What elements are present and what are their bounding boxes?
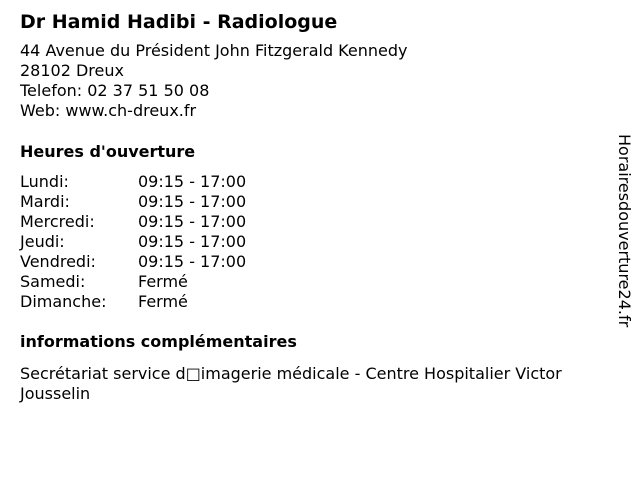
hours-row-saturday bbox=[20, 272, 610, 292]
phone-line: Telefon: 02 37 51 50 08 bbox=[20, 81, 210, 100]
site-watermark: Horairesdouverture24.fr bbox=[615, 134, 634, 328]
day-label: Vendredi: bbox=[20, 252, 96, 271]
day-label: Mercredi: bbox=[20, 212, 95, 231]
hours-list bbox=[20, 172, 610, 312]
day-label: Dimanche: bbox=[20, 292, 107, 311]
hours-row-monday bbox=[20, 172, 610, 192]
time-value: Fermé bbox=[138, 272, 188, 291]
time-value: 09:15 - 17:00 bbox=[138, 172, 247, 191]
day-label: Samedi: bbox=[20, 272, 86, 291]
day-label: Mardi: bbox=[20, 192, 70, 211]
hours-row-wednesday bbox=[20, 212, 610, 232]
address-city: 28102 Dreux bbox=[20, 61, 124, 80]
info-text: Secrétariat service d□imagerie médicale - Centre Hospitalier Victor Jousselin bbox=[20, 364, 562, 403]
address-street: 44 Avenue du Président John Fitzgerald Kennedy bbox=[20, 41, 408, 60]
hours-row-sunday bbox=[20, 292, 610, 312]
day-label: Lundi: bbox=[20, 172, 69, 191]
business-card bbox=[20, 10, 610, 404]
hours-row-tuesday bbox=[20, 192, 610, 212]
day-label: Jeudi: bbox=[20, 232, 65, 251]
page-title: Dr Hamid Hadibi - Radiologue bbox=[20, 11, 338, 33]
info-heading: informations complémentaires bbox=[20, 332, 297, 351]
time-value: 09:15 - 17:00 bbox=[138, 252, 247, 271]
time-value: Fermé bbox=[138, 292, 188, 311]
web-line: Web: www.ch-dreux.fr bbox=[20, 101, 197, 120]
hours-heading: Heures d'ouverture bbox=[20, 142, 196, 161]
time-value: 09:15 - 17:00 bbox=[138, 192, 247, 211]
time-value: 09:15 - 17:00 bbox=[138, 212, 247, 231]
hours-row-thursday bbox=[20, 232, 610, 252]
hours-row-friday bbox=[20, 252, 610, 272]
time-value: 09:15 - 17:00 bbox=[138, 232, 247, 251]
